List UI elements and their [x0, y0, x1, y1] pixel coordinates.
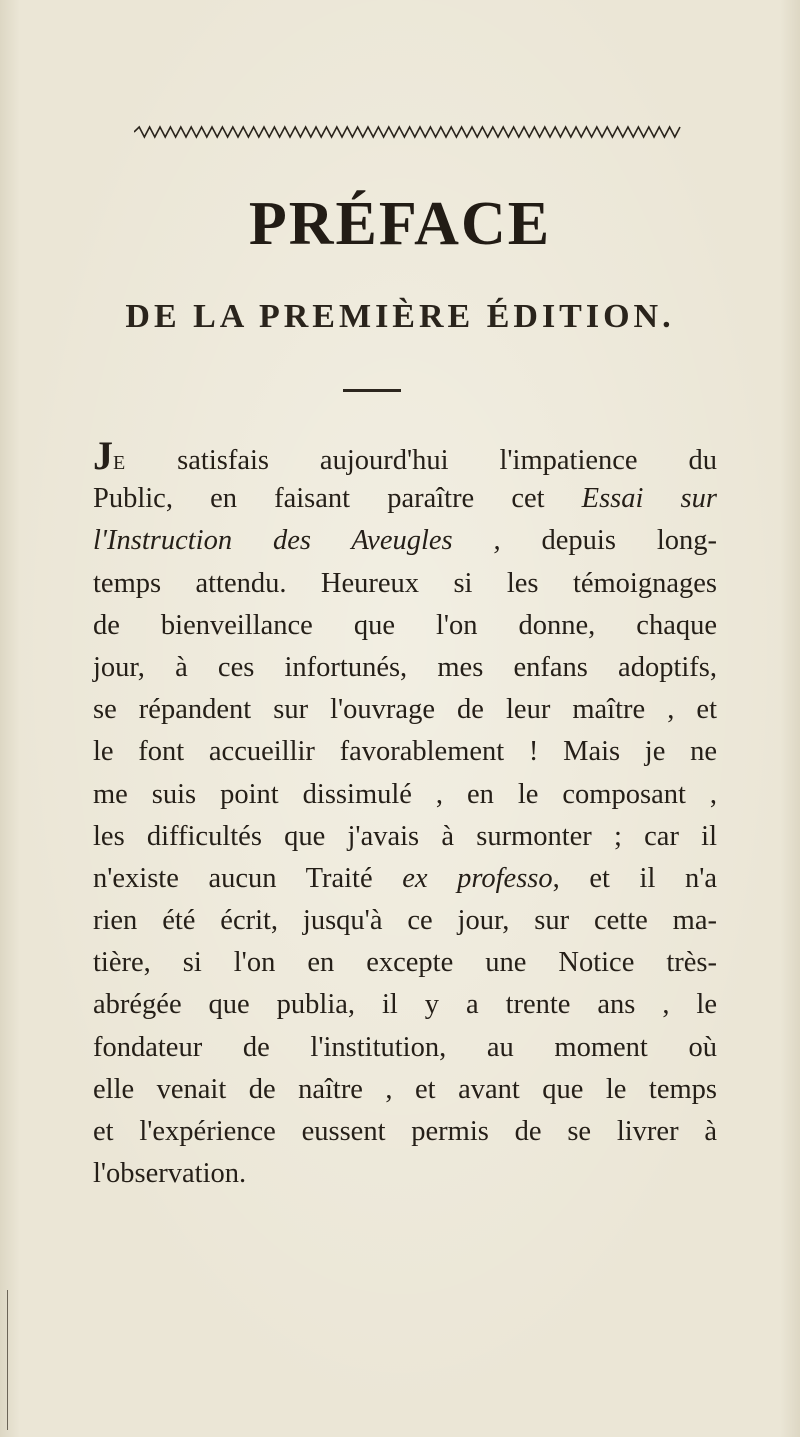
page-edge-line: [7, 1290, 8, 1430]
text-line: se répandent sur l'ouvrage de leur maître , et: [93, 694, 717, 726]
decorative-ornament-band: [134, 124, 682, 140]
text-line: l'observation.: [93, 1158, 247, 1190]
text-line: et l'expérience eussent permis de se livrer à: [93, 1116, 717, 1147]
preface-body: [93, 433, 718, 1195]
text-line: n'existe aucun Traité ex professo, et il n'a: [93, 862, 717, 894]
text-line: les difficultés que j'avais à surmonter ; car il: [93, 820, 717, 852]
text-line: elle venait de naître , et avant que le temps: [93, 1073, 717, 1105]
text-line: abrégée que publia, il y a trente ans , le: [93, 989, 717, 1021]
text-line: me suis point dissimulé , en le composant ,: [93, 778, 717, 810]
text-line: de bienveillance que l'on donne, chaque: [93, 609, 717, 641]
text-line: Public, en faisant paraître cet Essai sur: [93, 483, 717, 515]
drop-cap: J: [93, 433, 113, 478]
text-line: tière, si l'on en excepte une Notice très-: [93, 947, 717, 979]
text-line: fondateur de l'institution, au moment où: [93, 1031, 717, 1063]
text-line: jour, à ces infortunés, mes enfans adoptifs,: [93, 651, 717, 683]
text-line: temps attendu. Heureux si les témoignages: [93, 567, 717, 599]
page-subtitle: DE LA PREMIÈRE ÉDITION.: [125, 298, 675, 335]
text-line: le font accueillir favorablement ! Mais je ne: [93, 736, 717, 768]
text-line: rien été écrit, jusqu'à ce jour, sur cette ma-: [93, 905, 717, 937]
page-title: PRÉFACE: [248, 190, 552, 258]
section-divider: [343, 389, 401, 392]
text-line: l'Instruction des Aveugles , depuis long-: [93, 525, 717, 557]
drop-cap-rest: E: [113, 452, 127, 474]
text-line: JE satisfais aujourd'hui l'impatience du: [93, 433, 718, 478]
